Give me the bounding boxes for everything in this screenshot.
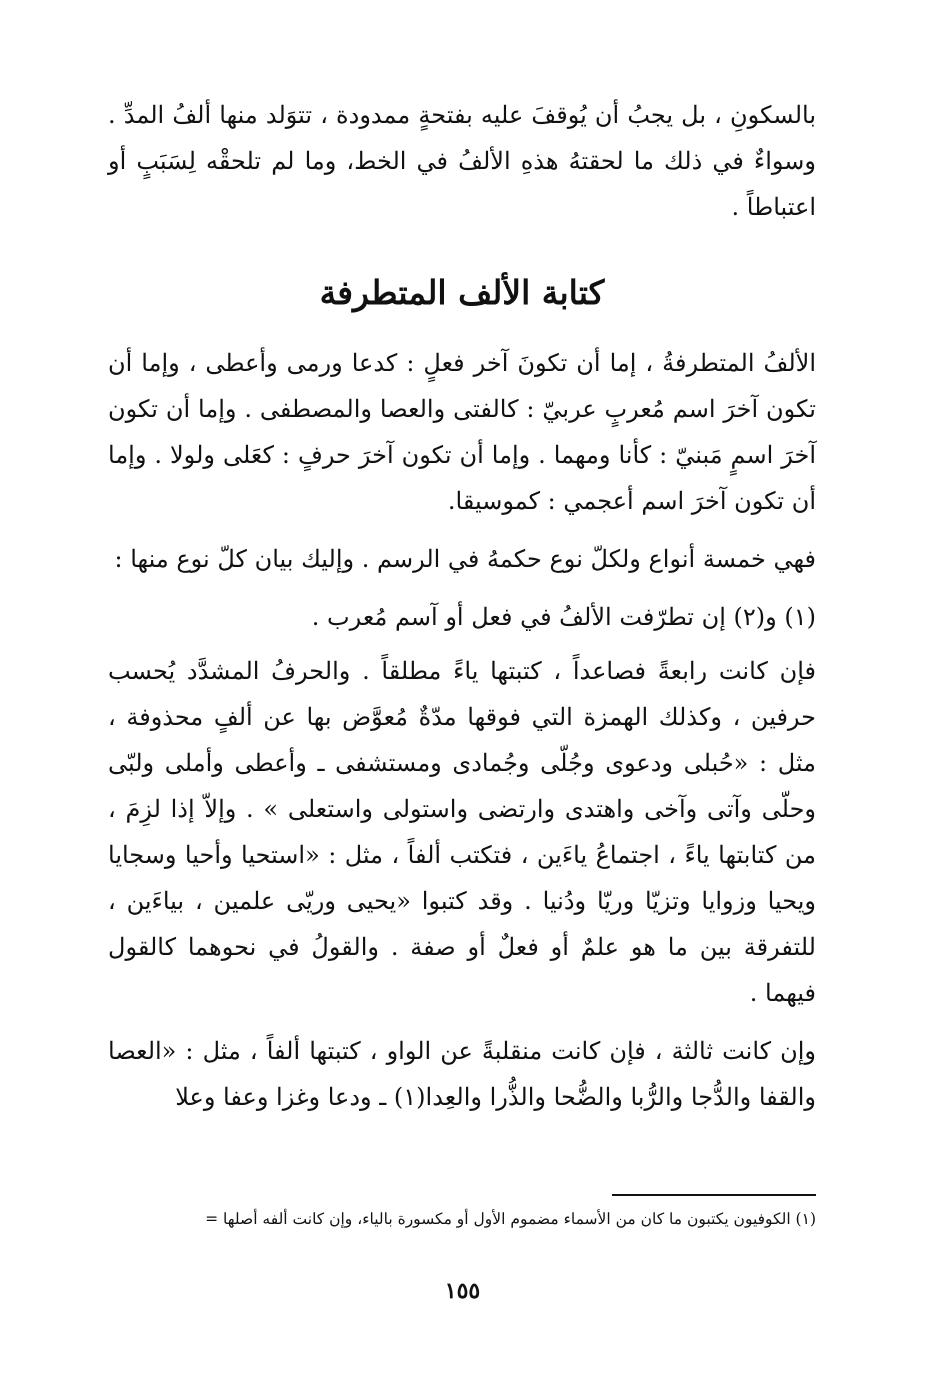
paragraph-definition: الألفُ المتطرفةُ ، إما أن تكونَ آخر فعلٍ : كدعا ورمى وأعطى ، وإما أن تكون آخرَ اسم مُعربٍ عربيّ : كالفتى والعصا والمصطفى . وإما أن تكون آخرَ اسمٍ مَبنيّ : كأنا ومهما . وإما أن تكون آخرَ حرفٍ : كعَلى ولولا . وإما أن تكون آخرَ اسم أعجمي : كموسيقا. — [108, 349, 816, 515]
footnote-divider — [612, 1194, 816, 1196]
page-body — [108, 92, 816, 1132]
paragraph-rule-fourth: فإن كانت رابعةً فصاعداً ، كتبتها ياءً مطلقاً . والحرفُ المشدَّد يُحسب حرفين ، وكذلك الهمزة التي فوقها مدّةٌ مُعوَّض بها عن ألفٍ محذوفة ، مثل : «حُبلى ودعوى وجُلّى وجُمادى ومستشفى ـ وأعطى وأملى ولبّى وحلّى وآتى وآخى واهتدى وارتضى واستولى واستعلى » . وإلاّ إذا لزِمَ ، من كتابتها ياءً ، اجتماعُ ياءَين ، فتكتب ألفاً ، مثل : «استحيا وأحيا وسجايا ويحيا وزوايا وتزيّا وريّا ودُنيا . وقد كتبوا «يحيى وريّى علمين ، بياءَين ، للتفرقة بين ما هو علمٌ أو فعلٌ أو صفة . والقولُ في نحوهما كالقول فيهما . — [108, 657, 816, 1007]
paragraph-rule-third: وإن كانت ثالثة ، فإن كانت منقلبةً عن الواو ، كتبتها ألفاً ، مثل : «العصا والقفا والدُّجا والرُّبا والضُّحا والذُّرا والعِدا(١) ـ ودعا وغزا وعفا وعلا — [108, 1037, 816, 1111]
footnote: (١) الكوفيون يكتبون ما كان من الأسماء مضموم الأول أو مكسورة بالياء، وإن كانت ألفه أصلها = — [205, 1210, 816, 1228]
page-number: ١٥٥ — [444, 1278, 481, 1304]
paragraph-types: فهي خمسة أنواع ولكلّ نوع حكمهُ في الرسم . وإليك بيان كلّ نوع منها : — [114, 545, 816, 573]
section-heading: كتابة الألف المتطرفة — [319, 273, 605, 312]
continuation-paragraph: بالسكونِ ، بل يجبُ أن يُوقفَ عليه بفتحةٍ ممدودة ، تتوَلد منها ألفُ المدِّ . وسواءٌ في ذلك ما لحقتهُ هذهِ الألفُ في الخط، وما لم تلحقْه لِسَبَبٍ أو اعتباطاً . — [108, 101, 816, 221]
paragraph-subheading: (١) و(٢) إن تطرّفت الألفُ في فعل أو آسم مُعرب . — [311, 603, 816, 631]
